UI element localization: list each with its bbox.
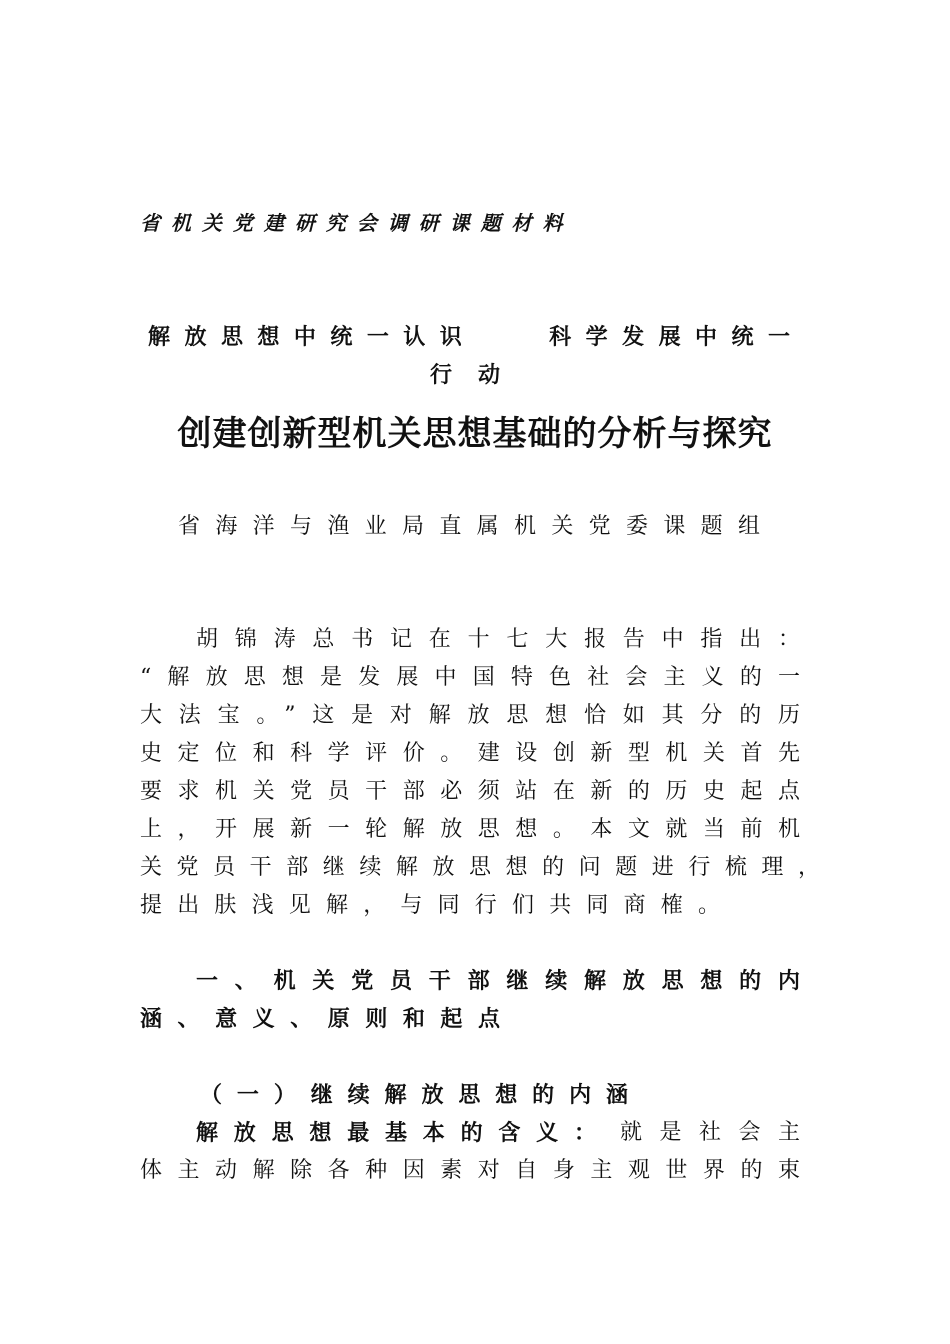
intro-line: 史定位和科学评价。建设创新型机关首先 — [140, 741, 800, 766]
document-header-label: 省 机 关 党 建 研 究 会 调 研 课 题 材 料 — [140, 211, 565, 235]
lead-term: 解放思想最基本的含义： — [196, 1120, 596, 1146]
subsection-heading: （一）继续解放思想的内涵 — [200, 1082, 628, 1108]
author-line: 省海洋与渔业局直属机关党委课题组 — [178, 514, 760, 539]
intro-line: 关党员干部继续解放思想的问题进行梳理， — [140, 855, 820, 880]
intro-line: “解放思想是发展中国特色社会主义的一 — [140, 665, 800, 690]
subtitle-line-2: 行动 — [430, 362, 500, 388]
lead-term-continuation: 就是社会主 — [620, 1120, 800, 1145]
intro-line: 大法宝。”这是对解放思想恰如其分的历 — [140, 703, 800, 728]
section-heading-line-1: 一、机关党员干部继续解放思想的内 — [196, 968, 800, 994]
intro-line: 胡锦涛总书记在十七大报告中指出： — [196, 627, 800, 652]
intro-line: 要求机关党员干部必须站在新的历史起点 — [140, 779, 800, 804]
subtitle-line-1: 解放思想中统一认识 科学发展中统一 — [148, 324, 790, 350]
intro-line: 上，开展新一轮解放思想。本文就当前机 — [140, 817, 800, 842]
section-paragraph-line: 体主动解除各种因素对自身主观世界的束 — [140, 1158, 800, 1183]
intro-line: 提出肤浅见解，与同行们共同商榷。 — [140, 893, 720, 918]
main-title: 创建创新型机关思想基础的分析与探究 — [177, 414, 773, 454]
section-heading-line-2: 涵、意义、原则和起点 — [140, 1006, 500, 1032]
section-paragraph-line — [196, 1118, 800, 1148]
